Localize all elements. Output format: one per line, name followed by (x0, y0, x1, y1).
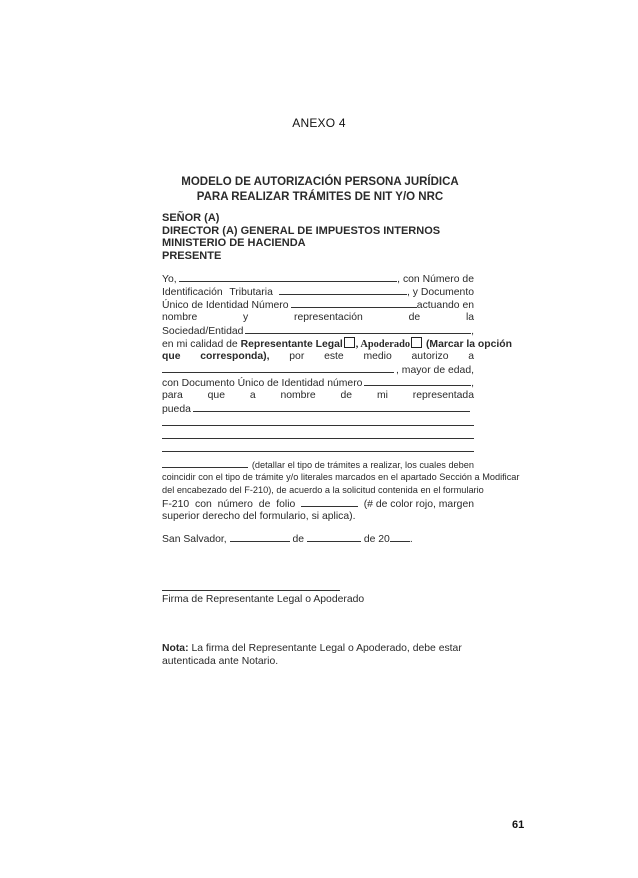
note-text: La firma del Representante Legal o Apoderado, debe estar autenticada ante Notario. (162, 643, 462, 667)
yo-text: Yo, (162, 274, 177, 285)
salutation-block (162, 212, 492, 263)
san-salvador-text: San Salvador, (162, 534, 227, 545)
y-documento-text: , y Documento (407, 287, 474, 298)
body-line-nit (162, 285, 474, 298)
word: para (162, 390, 183, 401)
word: mi (376, 390, 388, 401)
apoderado-checkbox[interactable] (411, 337, 422, 348)
nit-blank[interactable] (279, 285, 407, 295)
authorized-name-blank[interactable] (162, 363, 394, 373)
folio-blank[interactable] (301, 497, 357, 507)
body-line-con-documento (162, 376, 474, 389)
mayor-edad-text: , mayor de edad, (396, 365, 474, 376)
word: la (465, 312, 475, 323)
representante-legal-label: Representante Legal (240, 339, 343, 350)
word: a (468, 351, 475, 362)
color-rojo-text: (# de color rojo, margen (363, 499, 474, 510)
dui-label: Único de Identidad Número (162, 300, 289, 311)
note (162, 642, 474, 668)
salutation-line: MINISTERIO DE HACIENDA (162, 237, 306, 250)
comma-text: , (471, 378, 474, 389)
page-number: 61 (512, 819, 525, 831)
month-blank[interactable] (307, 532, 361, 542)
body-line-corresponda (162, 350, 474, 363)
body-line-calidad (162, 337, 512, 350)
authorized-dui-blank[interactable] (364, 376, 471, 386)
body-line-dui (162, 298, 474, 311)
form-title-line-2: PARA REALIZAR TRÁMITES DE NIT Y/O NRC (196, 191, 444, 203)
body-line-nombre (162, 311, 474, 324)
procedure-blank[interactable] (162, 458, 248, 468)
word: por (289, 351, 305, 362)
date-line (162, 532, 474, 545)
word: de (408, 312, 421, 323)
body-line-para (162, 389, 474, 402)
body-line-yo (162, 272, 474, 285)
signature-caption: Firma de Representante Legal o Apoderado (162, 594, 365, 605)
body-line-sociedad (162, 324, 474, 337)
procedure-blank-line[interactable] (162, 438, 474, 439)
dui-blank[interactable] (291, 298, 417, 308)
form-title (150, 175, 490, 205)
body-line-mayor (162, 363, 474, 376)
word: a (249, 390, 256, 401)
word: nombre (280, 390, 316, 401)
word: corresponda), (200, 351, 270, 362)
body-line-detallar (162, 458, 474, 471)
folio-text: F-210 con número de folio (162, 499, 296, 510)
word: representación (294, 312, 363, 323)
word: nombre (162, 312, 198, 323)
procedure-blank-line[interactable] (162, 451, 474, 452)
period-text: . (409, 534, 413, 545)
body-line-folio (162, 497, 474, 510)
salutation-line: SEÑOR (A) (162, 212, 220, 224)
sociedad-blank[interactable] (245, 324, 471, 334)
sociedad-label: Sociedad/Entidad (162, 326, 244, 337)
con-numero-text: , con Número de (397, 274, 474, 285)
pueda-text: pueda (162, 404, 191, 415)
con-documento-text: con Documento Único de Identidad número (162, 378, 363, 389)
comma-text: , (471, 326, 474, 337)
word: autorizo (411, 351, 449, 362)
body-line-coincidir: coincidir con el tipo de trámite y/o literales marcados en el apartado Sección a Modificar (162, 472, 520, 482)
word: representada (412, 390, 474, 401)
body-line-pueda (162, 402, 470, 415)
word: este (324, 351, 344, 362)
annex-label: ANEXO 4 (292, 116, 346, 130)
representante-legal-checkbox[interactable] (344, 337, 355, 348)
word: que (162, 351, 181, 362)
calidad-text: en mi calidad de (162, 339, 238, 350)
signature-line[interactable] (162, 590, 340, 591)
apoderado-label: , Apoderado (355, 339, 411, 350)
year-prefix-text: de 20 (363, 534, 390, 545)
word: que (207, 390, 225, 401)
de-text: de (292, 534, 305, 545)
word: medio (363, 351, 392, 362)
year-blank[interactable] (390, 532, 410, 542)
pueda-blank[interactable] (193, 402, 470, 412)
detallar-text: (detallar el tipo de trámites a realizar, los cuales deben (251, 460, 474, 470)
procedure-blank-line[interactable] (162, 425, 474, 426)
salutation-line: DIRECTOR (A) GENERAL DE IMPUESTOS INTERNOS (162, 224, 441, 237)
actuando-text: actuando en (416, 300, 474, 311)
word: y (243, 312, 249, 323)
day-blank[interactable] (230, 532, 290, 542)
note-label: Nota: (162, 643, 189, 654)
nit-label: Identificación Tributaria (162, 287, 273, 298)
word: de (340, 390, 353, 401)
body-line-encabezado: del encabezado del F-210), de acuerdo a la solicitud contenida en el formulario (162, 485, 484, 495)
name-blank[interactable] (179, 272, 398, 282)
marcar-opcion-text: (Marcar la opción (425, 339, 512, 350)
body-line-superior: superior derecho del formulario, si aplica). (162, 511, 356, 522)
salutation-line: PRESENTE (162, 250, 222, 263)
form-title-line-1: MODELO DE AUTORIZACIÓN PERSONA JURÍDICA (181, 176, 459, 188)
